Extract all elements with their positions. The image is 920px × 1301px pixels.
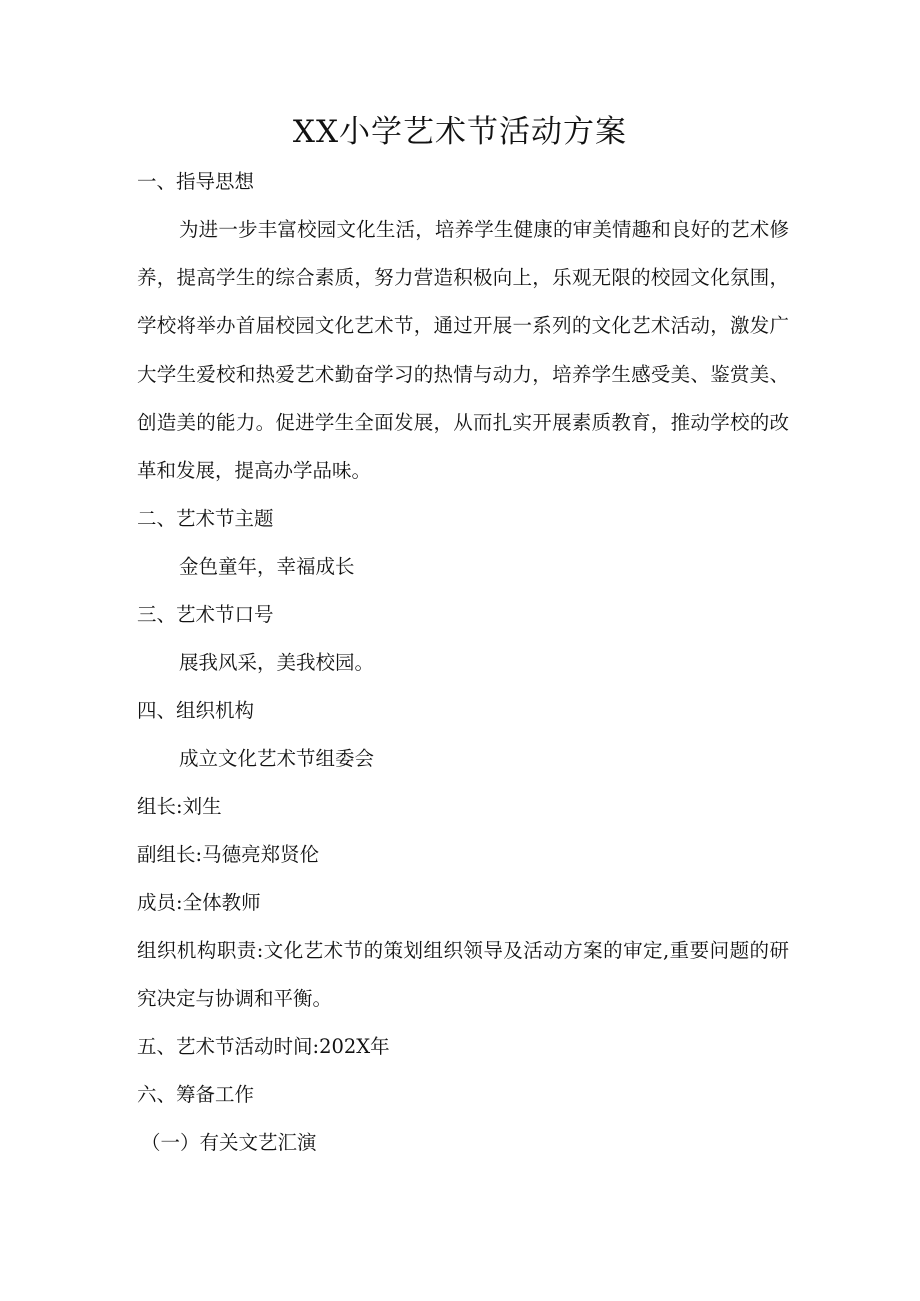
document-title: XX小学艺术节活动方案 bbox=[292, 114, 628, 150]
guiding-thought-paragraph: 为进一步丰富校园文化生活，培养学生健康的审美情趣和良好的艺术修养，提高学生的综合素质，努力营造积极向上，乐观无限的校园文化氛围，学校将举办首届校园文化艺术节，通过开展一系列的文化艺术活动，激发广大学生爱校和热爱艺术勤奋学习的热情与动力，培养学生感受美、鉴赏美、创造美的能力。促进学生全面发展，从而扎实开展素质教育，推动学校的改革和发展，提高办学品味。 bbox=[137, 218, 789, 483]
section-heading-guiding-thought: 一、指导思想 bbox=[137, 170, 255, 193]
organization-deputy-leader: 副组长:马德亮郑贤伦 bbox=[137, 843, 320, 867]
festival-slogan-text: 展我风采，美我校园。 bbox=[179, 651, 375, 675]
section-heading-organization: 四、组织机构 bbox=[137, 699, 255, 723]
organization-committee-text: 成立文化艺术节组委会 bbox=[179, 747, 375, 771]
section-heading-festival-time: 五、艺术节活动时间:202X年 bbox=[137, 1035, 390, 1059]
organization-members: 成员:全体教师 bbox=[137, 891, 261, 915]
section-heading-festival-theme: 二、艺术节主题 bbox=[137, 507, 274, 531]
festival-theme-text: 金色童年，幸福成长 bbox=[179, 555, 355, 579]
section-heading-festival-slogan: 三、艺术节口号 bbox=[137, 603, 274, 627]
section-heading-preparation: 六、筹备工作 bbox=[137, 1083, 255, 1107]
organization-duties: 组织机构职责:文化艺术节的策划组织领导及活动方案的审定,重要问题的研究决定与协调和平衡。 bbox=[137, 939, 789, 1011]
preparation-subsection-performance: （一）有关文艺汇演 bbox=[141, 1131, 317, 1155]
organization-leader: 组长:刘生 bbox=[137, 795, 222, 819]
document-body bbox=[137, 158, 789, 1167]
